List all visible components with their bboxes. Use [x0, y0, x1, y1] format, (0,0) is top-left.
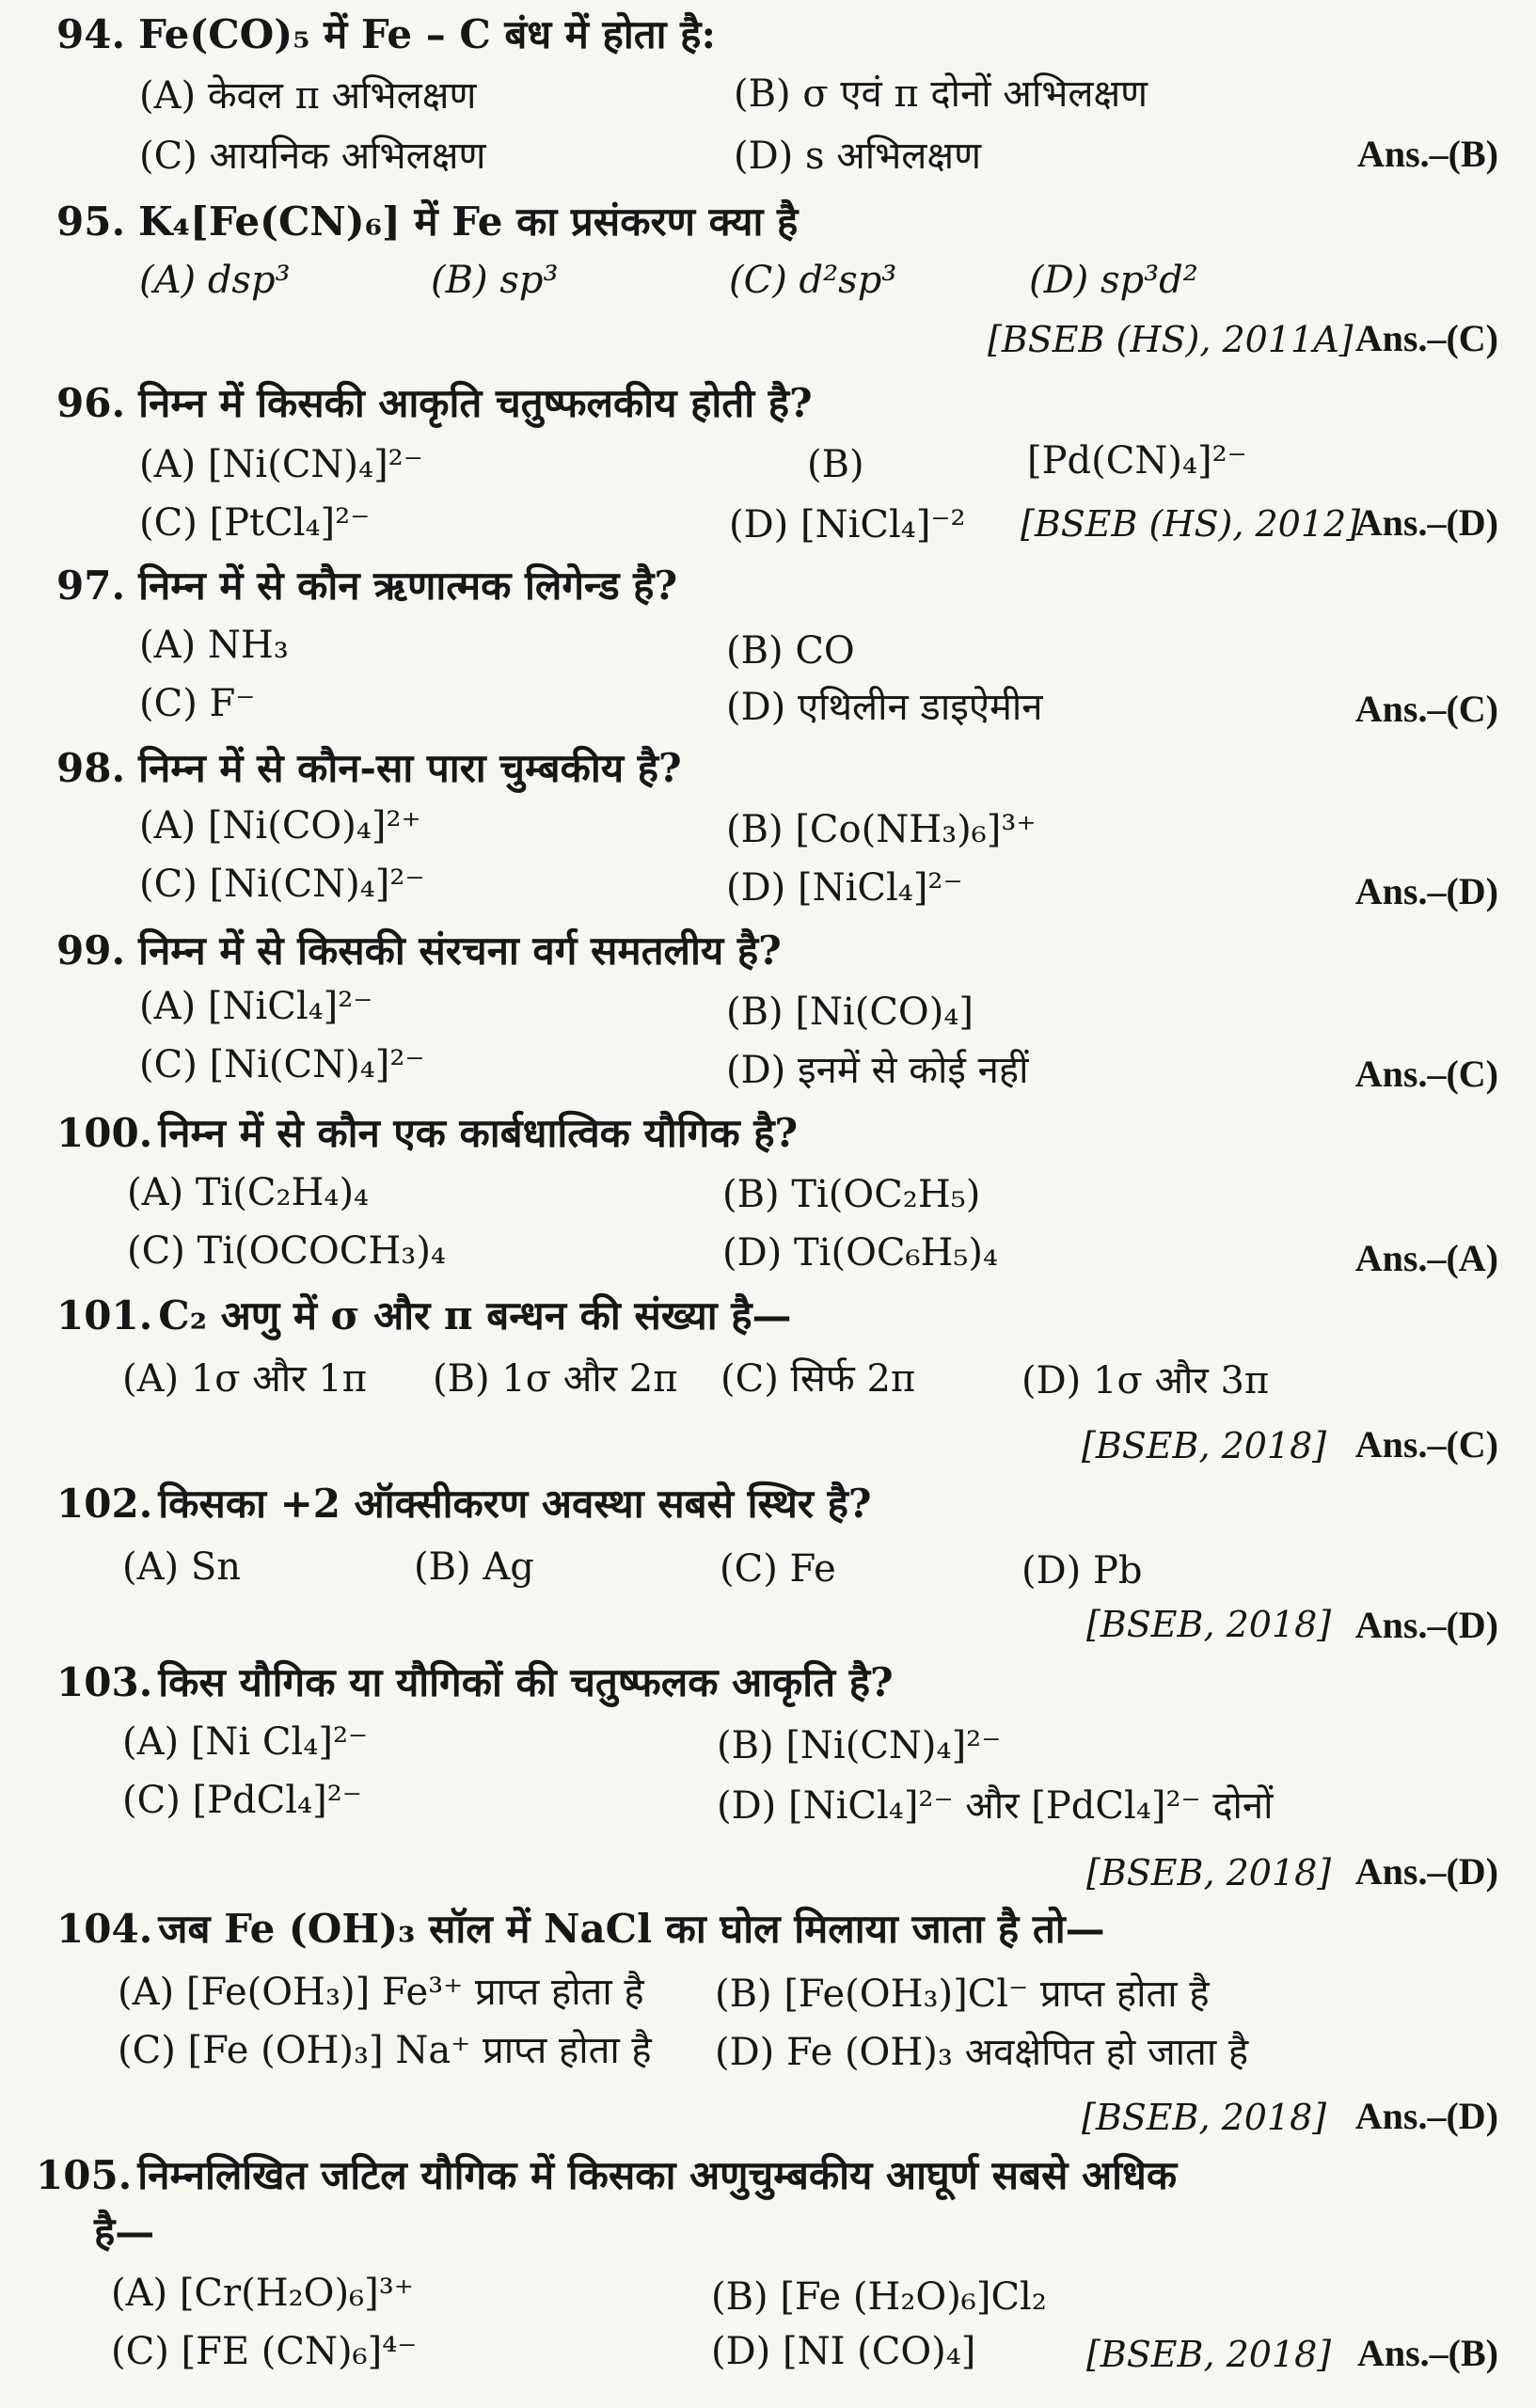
answer: Ans.–(C): [1354, 1423, 1498, 1465]
question-number: 97.: [56, 562, 126, 609]
option-d: (D) Pb: [1021, 1549, 1143, 1592]
answer: Ans.–(D): [1354, 501, 1498, 544]
question-95: [56, 198, 799, 245]
answer: Ans.–(C): [1354, 1053, 1498, 1095]
option-d: (D) [NiCl₄]²⁻: [726, 866, 963, 910]
question-text: Fe(CO)₅ में Fe – C बंध में होता है:: [138, 11, 716, 57]
answer: Ans.–(B): [1356, 2332, 1498, 2374]
option-b: (B) [Ni(CO)₄]: [726, 990, 974, 1034]
option-b-value: [Pd(CN)₄]²⁻: [1027, 439, 1247, 483]
question-104: [56, 1906, 1105, 1952]
option-a: (A) [Ni(CN)₄]²⁻: [139, 443, 423, 486]
question-number: 102.: [56, 1481, 153, 1527]
question-98: [56, 745, 682, 791]
option-c: (C) सिर्फ 2π: [720, 1357, 916, 1401]
answer: Ans.–(C): [1354, 317, 1498, 359]
question-101: [56, 1292, 792, 1339]
question-text: किसका +2 ऑक्सीकरण अवस्था सबसे स्थिर है?: [158, 1481, 872, 1527]
question-96: [56, 380, 813, 426]
option-a: (A) [Cr(H₂O)₆]³⁺: [111, 2272, 414, 2315]
option-a: (A) 1σ और 1π: [122, 1357, 368, 1401]
option-c: (C) [PdCl₄]²⁻: [122, 1779, 362, 1822]
option-b: (B) sp³: [431, 259, 559, 302]
option-c: (C) [Fe (OH)₃] Na⁺ प्राप्त होता है: [118, 2029, 652, 2072]
source-citation: [BSEB, 2018]: [1086, 2334, 1332, 2375]
option-d: (D) s अभिलक्षण: [734, 135, 981, 178]
option-c: (C) d²sp³: [729, 259, 897, 302]
question-text: K₄[Fe(CN)₆] में Fe का प्रसंकरण क्या है: [138, 198, 799, 245]
option-a: (A) NH₃: [139, 624, 289, 667]
option-b: (B) [Fe (H₂O)₆]Cl₂: [711, 2275, 1047, 2319]
question-text: जब Fe (OH)₃ सॉल में NaCl का घोल मिलाया जाता है तो—: [158, 1906, 1105, 1952]
question-number: 94.: [56, 11, 126, 57]
answer: Ans.–(D): [1354, 1604, 1498, 1646]
question-number: 98.: [56, 745, 126, 791]
option-d: (D) [NiCl₄]⁻²: [729, 503, 966, 547]
option-c: (C) [Ni(CN)₄]²⁻: [139, 1043, 425, 1086]
option-a: (A) [Fe(OH₃)] Fe³⁺ प्राप्त होता है: [118, 1971, 644, 2014]
question-text: निम्न में से किसकी संरचना वर्ग समतलीय है?: [138, 927, 782, 974]
option-d: (D) [NiCl₄]²⁻ और [PdCl₄]²⁻ दोनों: [717, 1784, 1274, 1828]
question-105: [36, 2152, 1178, 2198]
question-102: [56, 1481, 872, 1527]
option-b: (B) σ एवं π दोनों अभिलक्षण: [734, 72, 1148, 116]
option-b: (B) [Co(NH₃)₆]³⁺: [726, 808, 1037, 851]
option-c: (C) Fe: [720, 1547, 836, 1591]
question-100: [56, 1110, 799, 1156]
answer: Ans.–(D): [1354, 1850, 1498, 1893]
question-text: निम्न में से कौन-सा पारा चुम्बकीय है?: [138, 745, 682, 791]
source-citation: [BSEB, 2018]: [1086, 1604, 1332, 1645]
option-b: (B) 1σ और 2π: [433, 1357, 678, 1401]
option-a: (A) केवल π अभिलक्षण: [139, 74, 477, 118]
option-a: (A) [NiCl₄]²⁻: [139, 985, 373, 1028]
question-text: निम्नलिखित जटिल यौगिक में किसका अणुचुम्बकीय आघूर्ण सबसे अधिक: [137, 2152, 1178, 2198]
option-b: (B) Ag: [414, 1545, 534, 1589]
question-text: किस यौगिक या यौगिकों की चतुष्फलक आकृति है?: [158, 1659, 894, 1705]
source-citation: [BSEB (HS), 2011A]: [988, 319, 1354, 360]
question-103: [56, 1659, 894, 1705]
option-d: (D) sp³d²: [1029, 259, 1198, 302]
option-d: (D) Fe (OH)₃ अवक्षेपित हो जाता है: [715, 2031, 1249, 2074]
question-number: 101.: [56, 1292, 153, 1339]
question-text-continued: है—: [94, 2209, 155, 2255]
option-d: (D) Ti(OC₆H₅)₄: [722, 1231, 999, 1275]
option-b: (B) [Fe(OH₃)]Cl⁻ प्राप्त होता है: [715, 1972, 1210, 2016]
question-text: निम्न में से कौन एक कार्बधात्विक यौगिक है?: [158, 1110, 799, 1156]
option-a: (A) dsp³: [139, 259, 291, 302]
option-b: (B) Ti(OC₂H₅): [722, 1173, 981, 1216]
answer: Ans.–(D): [1354, 2095, 1498, 2137]
option-c: (C) Ti(OCOCH₃)₄: [127, 1229, 446, 1273]
answer: Ans.–(A): [1354, 1237, 1498, 1279]
question-text: निम्न में से कौन ऋणात्मक लिगेन्ड है?: [138, 562, 678, 609]
question-number: 95.: [56, 198, 126, 245]
option-b: (B) CO: [726, 629, 855, 673]
option-a: (A) [Ni(CO)₄]²⁺: [139, 804, 421, 848]
question-number: 100.: [56, 1110, 153, 1156]
source-citation: [BSEB, 2018]: [1082, 2097, 1327, 2138]
source-citation: [BSEB, 2018]: [1082, 1425, 1327, 1466]
option-d: (D) इनमें से कोई नहीं: [726, 1049, 1029, 1092]
option-a: (A) Ti(C₂H₄)₄: [127, 1171, 370, 1214]
option-d: (D) एथिलीन डाइऐमीन: [726, 686, 1043, 729]
question-number: 103.: [56, 1659, 153, 1705]
option-d: (D) 1σ और 3π: [1021, 1359, 1270, 1402]
question-97: [56, 562, 678, 609]
source-citation: [BSEB (HS), 2012]: [1021, 503, 1361, 545]
question-99: [56, 927, 782, 974]
option-c: (C) [Ni(CN)₄]²⁻: [139, 863, 425, 906]
answer: Ans.–(B): [1356, 133, 1498, 175]
option-a: (A) [Ni Cl₄]²⁻: [122, 1720, 369, 1764]
question-text: निम्न में किसकी आकृति चतुष्फलकीय होती है?: [138, 380, 813, 426]
option-a: (A) Sn: [122, 1545, 241, 1589]
option-c: (C) [PtCl₄]²⁻: [139, 501, 371, 545]
question-number: 105.: [36, 2152, 133, 2198]
answer: Ans.–(D): [1354, 870, 1498, 912]
option-b: (B): [807, 443, 864, 486]
question-94: [56, 11, 716, 57]
option-c: (C) [FE (CN)₆]⁴⁻: [111, 2330, 418, 2373]
option-b: (B) [Ni(CN)₄]²⁻: [717, 1724, 1002, 1767]
option-c: (C) आयनिक अभिलक्षण: [139, 135, 486, 178]
question-number: 104.: [56, 1906, 153, 1952]
option-c: (C) F⁻: [139, 682, 256, 725]
question-number: 99.: [56, 927, 126, 974]
source-citation: [BSEB, 2018]: [1086, 1852, 1332, 1893]
option-d: (D) [NI (CO)₄]: [711, 2330, 976, 2373]
answer: Ans.–(C): [1354, 688, 1498, 730]
question-text: C₂ अणु में σ और π बन्धन की संख्या है—: [158, 1292, 792, 1339]
question-number: 96.: [56, 380, 126, 426]
